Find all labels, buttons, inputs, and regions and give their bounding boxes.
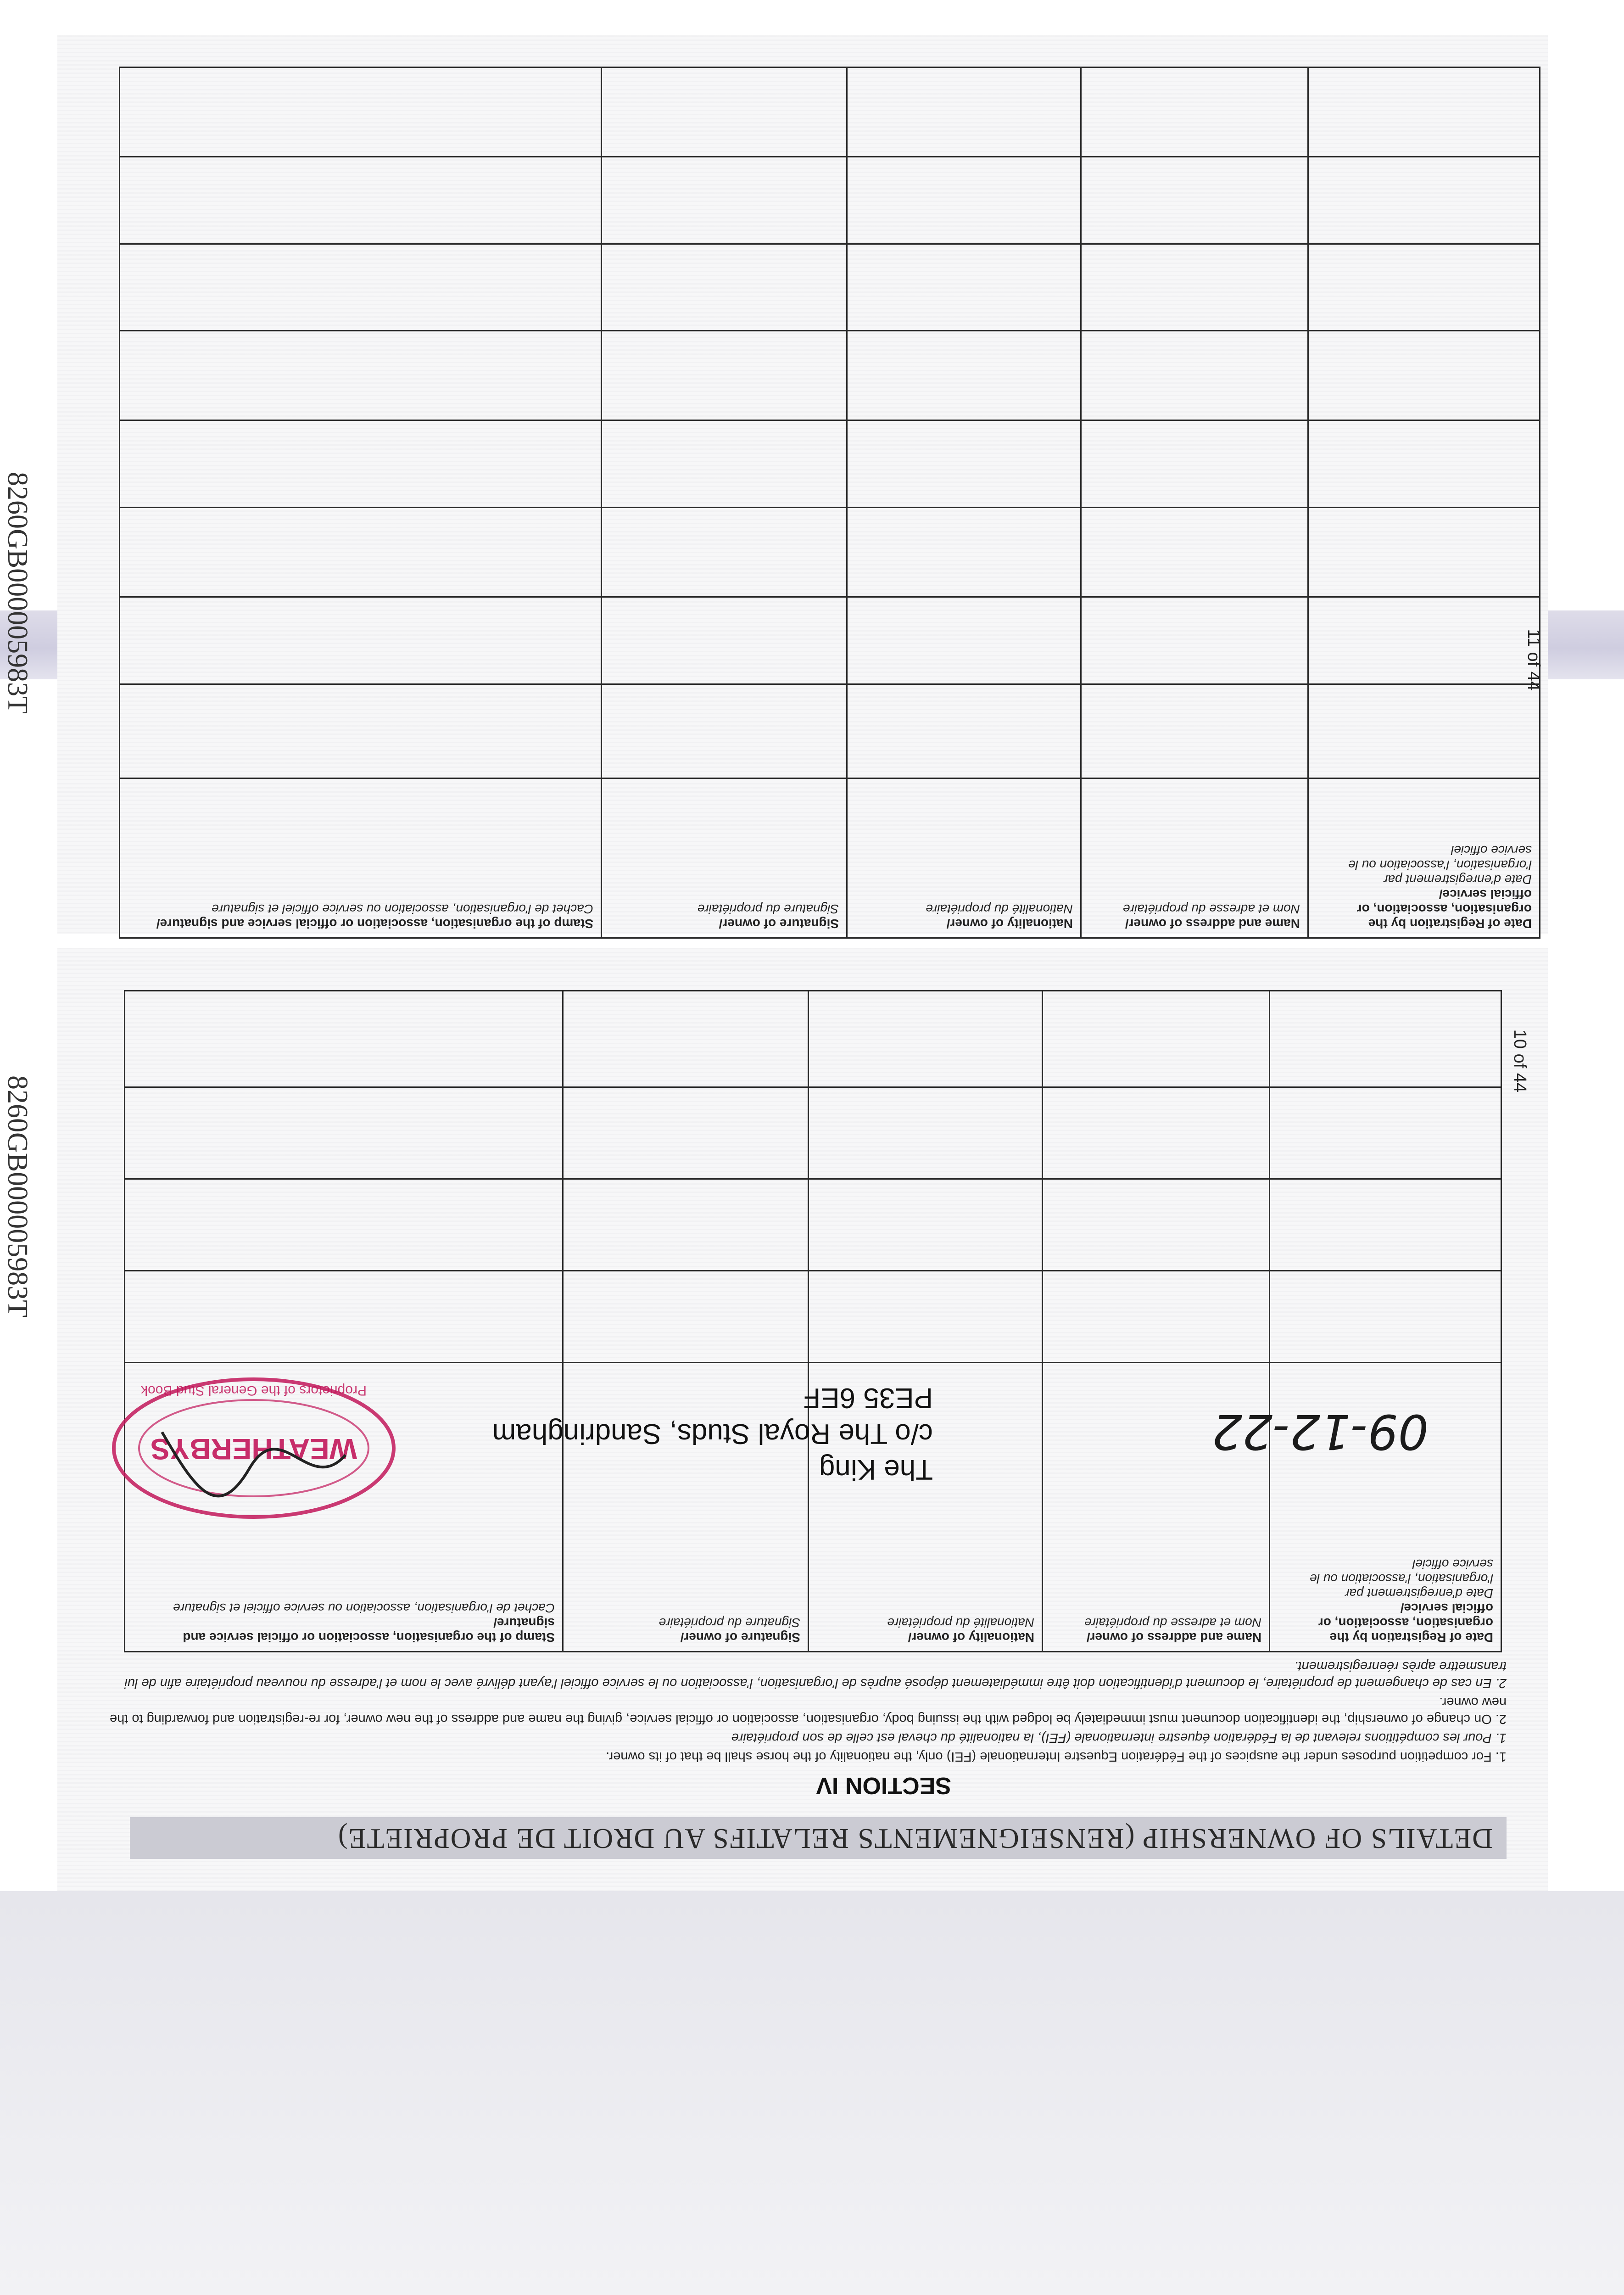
- note-2-fr: 2. En cas de changement de propriétaire, le document d'identification doit être immédiatement déposé auprès de l'organisation, l'association ou le service officiel l'ayant délivré avec le nom et l'adresse du nouveau propriétaire afin de lui transmettre après réenregistrement.: [124, 1659, 1507, 1690]
- table-row: [125, 1271, 1501, 1363]
- cell-stamp: Stamp of the organisation, association or official service and signature/ Cachet de l'organisation, association ou service officiel et signature: [120, 778, 602, 938]
- owner-postcode: PE35 6EF: [803, 1382, 933, 1414]
- table-row: [120, 244, 1540, 331]
- table-row: [120, 778, 1540, 938]
- entry-date: 09-12-22: [1211, 1404, 1429, 1460]
- table-row: [120, 157, 1540, 244]
- cell-date: Date of Registration by the organisation, association, or official service/ Date d'enregistrement par l'organisation, l'association ou le service officiel: [1308, 778, 1540, 938]
- table-row: [125, 991, 1501, 1087]
- note-2-en: 2. On change of ownership, the identification document must immediately be lodged with the issuing body, organisation, association or official service, giving the name and address of the new owner, for re-registration and forwarding to the new owner.: [109, 1695, 1507, 1726]
- cell-date: Date of Registration by the organisation, association, or official service/ Date d'enregistrement par l'organisation, l'association ou le service officiel: [1270, 1363, 1501, 1652]
- document-serial: 8260GB000005983T: [2, 1075, 33, 1317]
- passport-page-11: [2, 35, 1548, 934]
- page-number: 10 of 44: [1510, 1029, 1529, 1092]
- cell-name-address: Name and address of owner/ Nom et adresse du propriétaire: [1081, 778, 1308, 938]
- cell-nationality: Nationality of owner/ Nationalité du propriétaire: [809, 1363, 1043, 1652]
- table-row: [120, 331, 1540, 420]
- cell-name-address: Name and address of owner/ Nom et adresse du propriétaire: [1043, 1363, 1270, 1652]
- ownership-table-page-11: [119, 67, 1540, 939]
- cell-signature: Signature of owner/ Signature du propriétaire: [602, 778, 847, 938]
- stamp-caption: Proprietors of the General Stud Book: [141, 1383, 367, 1398]
- weatherbys-stamp: [107, 1372, 401, 1524]
- owner-name: The King: [819, 1454, 933, 1485]
- section-title: SECTION IV: [816, 1772, 951, 1799]
- table-row: [125, 1087, 1501, 1179]
- note-1-en: 1. For competition purposes under the auspices of the Fédération Equestre Internationale (FEI) only, the nationality of the horse shall be that of its owner.: [606, 1749, 1507, 1764]
- table-row: [120, 597, 1540, 684]
- owner-address-line: c/o The Royal Studs, Sandringham: [492, 1418, 933, 1450]
- cell-signature: Signature of owner/ Signature du propriétaire: [563, 1363, 809, 1652]
- table-row: [125, 1179, 1501, 1271]
- table-row: [120, 420, 1540, 508]
- document-serial: 8260GB000005983T: [2, 472, 33, 714]
- table-row: [120, 67, 1540, 157]
- stamp-name: WEATHERBYS: [150, 1433, 357, 1466]
- section-notes: [89, 1656, 1507, 1765]
- cell-stamp: Stamp of the organisation, association or official service and signature/ Cachet de l'organisation, association ou service officiel et signature: [125, 1363, 563, 1652]
- table-row: [120, 684, 1540, 778]
- cell-nationality: Nationality of owner/ Nationalité du propriétaire: [847, 778, 1081, 938]
- passport-page-10: [2, 948, 1548, 1891]
- scan-background-band: [0, 1891, 1624, 2295]
- table-row: [120, 508, 1540, 597]
- note-1-fr: 1. Pour les compétitions relevant de la Fédération équestre internationale (FEI), la nationalité du cheval est celle de son propriétaire: [731, 1730, 1507, 1745]
- ownership-table-page-10: [124, 990, 1502, 1652]
- entry-owner-address: [492, 1380, 933, 1487]
- section-heading-bar: DETAILS OF OWNERSHIP (RENSEIGNEMENTS RELATIFS AU DROIT DE PROPRIETE): [130, 1817, 1507, 1859]
- page-number: 11 of 44: [1524, 629, 1543, 691]
